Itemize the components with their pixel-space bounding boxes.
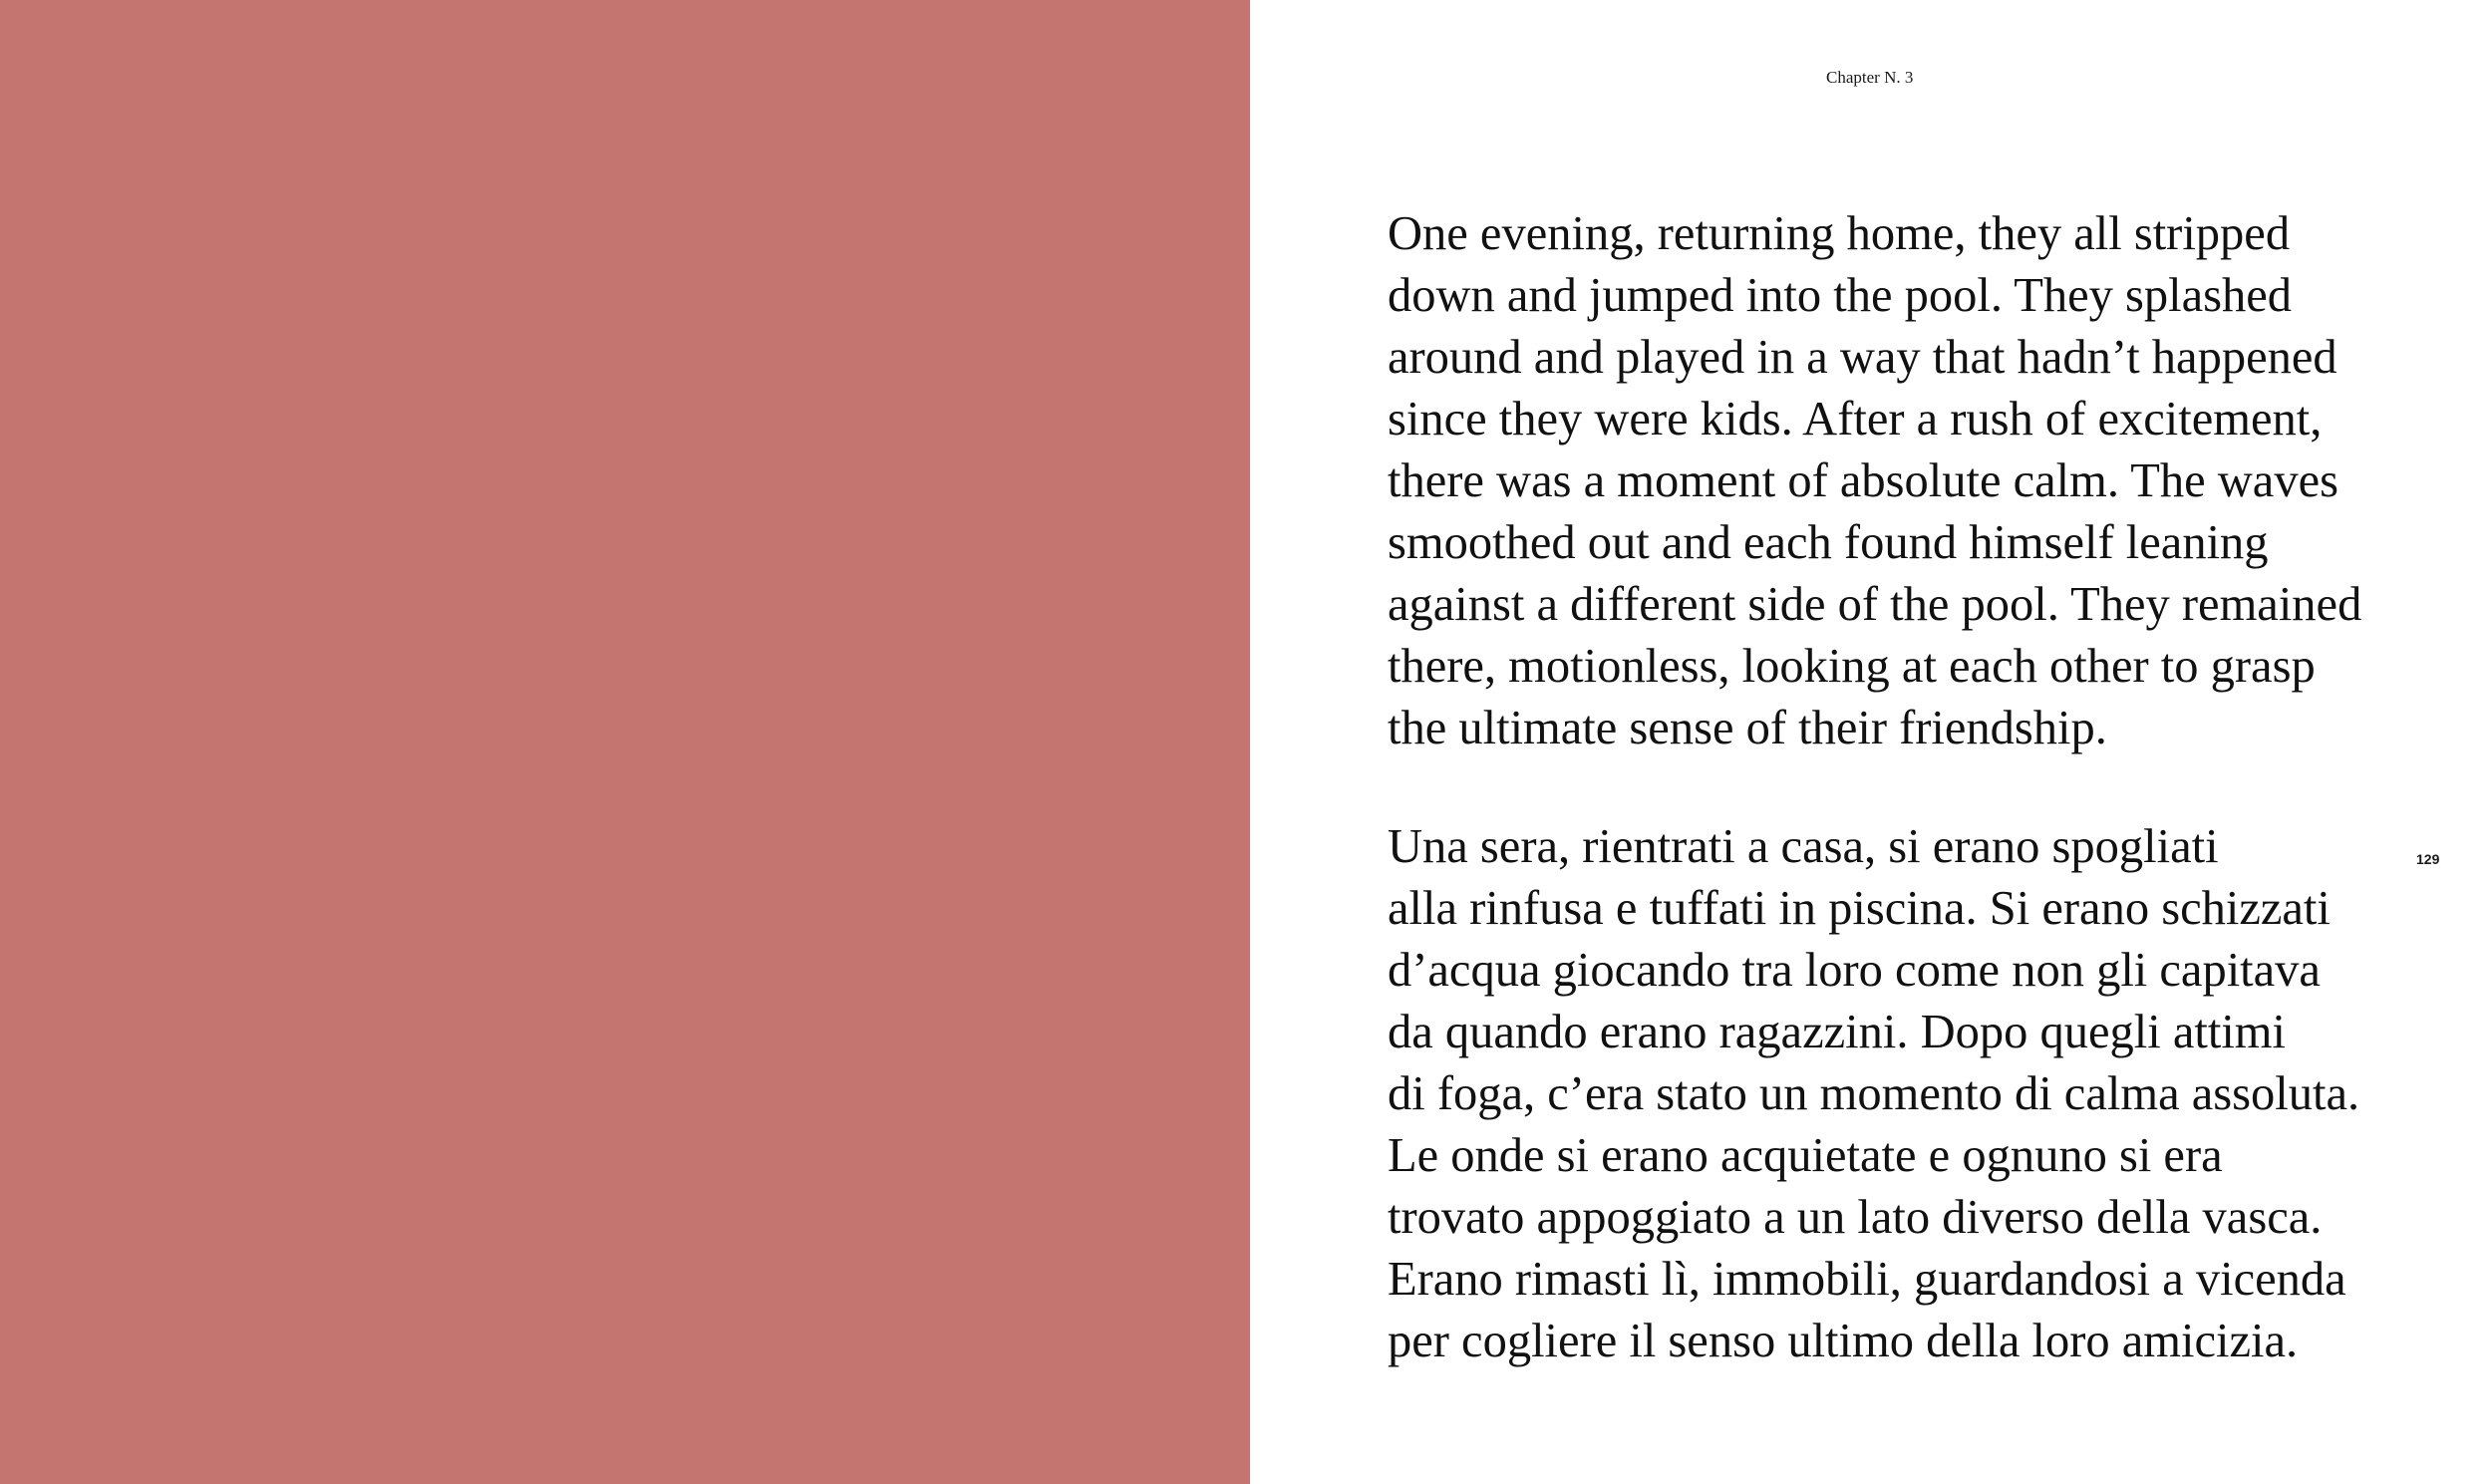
- text-line: per cogliere il senso ultimo della loro amicizia.: [1388, 1315, 2299, 1367]
- text-page: [1250, 0, 2491, 1484]
- text-line: smoothed out and each found himself leaning: [1388, 516, 2269, 569]
- text-line: Erano rimasti lì, immobili, guardandosi a vicenda: [1388, 1253, 2346, 1306]
- chapter-header: Chapter N. 3: [1826, 68, 1914, 87]
- paragraph-english: [1388, 203, 2394, 759]
- text-line: alla rinfusa e tuffati in piscina. Si erano schizzati: [1388, 882, 2331, 935]
- paragraph-italian: [1388, 816, 2394, 1372]
- text-line: the ultimate sense of their friendship.: [1388, 702, 2107, 754]
- text-line: Una sera, rientrati a casa, si erano spogliati: [1388, 820, 2219, 873]
- text-line: di foga, c’era stato un momento di calma assoluta.: [1388, 1067, 2360, 1120]
- text-line: since they were kids. After a rush of excitement,: [1388, 393, 2323, 445]
- text-line: down and jumped into the pool. They splashed: [1388, 269, 2293, 322]
- text-line: trovato appoggiato a un lato diverso della vasca.: [1388, 1191, 2323, 1244]
- text-line: against a different side of the pool. They remained: [1388, 578, 2362, 631]
- text-line: Le onde si erano acquietate e ognuno si era: [1388, 1129, 2223, 1182]
- text-line: around and played in a way that hadn’t happened: [1388, 331, 2337, 384]
- text-line: d’acqua giocando tra loro come non gli capitava: [1388, 944, 2321, 997]
- page-number: 129: [2416, 851, 2440, 867]
- text-line: there was a moment of absolute calm. The waves: [1388, 454, 2338, 507]
- text-line: da quando erano ragazzini. Dopo quegli attimi: [1388, 1006, 2286, 1058]
- text-line: there, motionless, looking at each other to grasp: [1388, 640, 2316, 693]
- text-line: One evening, returning home, they all stripped: [1388, 207, 2291, 260]
